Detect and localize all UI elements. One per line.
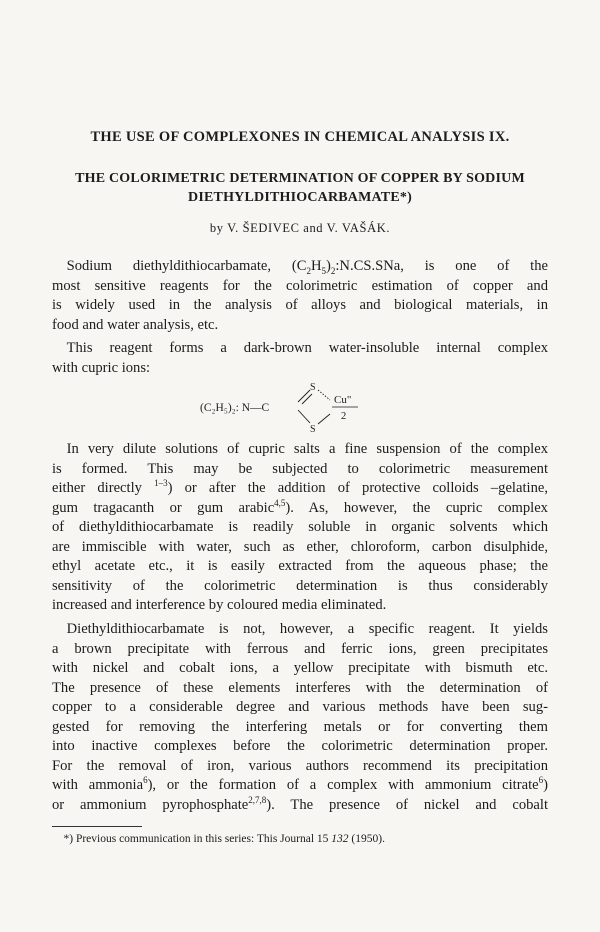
series-title: THE USE OF COMPLEXONES IN CHEMICAL ANALYSIS IX.: [90, 129, 510, 145]
formula-sulfur-bottom: S: [310, 424, 316, 435]
paragraph-3-line: are immiscible with water, such as ether, chloroform, carbon disulphide,: [52, 538, 548, 555]
formula-bond-lower: [298, 410, 310, 423]
formula-denominator: 2: [341, 411, 347, 422]
byline-by: by: [209, 221, 224, 235]
paragraph-2-line: This reagent forms a dark-brown water-insoluble internal complex: [66, 340, 548, 356]
paragraph-3: [52, 440, 548, 616]
paragraph-4-line: a brown precipitate with ferrous and ferric ions, green precipitates: [52, 640, 548, 657]
formula-coord-upper: [318, 390, 330, 400]
paragraph-1-line: is widely used in the analysis of alloys and biological materials, in: [52, 297, 548, 313]
paragraph-3-line: sensitivity of the colorimetric determination is thus considerably: [52, 577, 548, 594]
paper-title-line-2: DIETHYLDITHIOCARBAMATE*): [188, 190, 412, 205]
paragraph-1-line: food and water analysis, etc.: [52, 316, 219, 333]
formula-bond-upper: [298, 390, 310, 402]
paragraph-4-line: gested for removing the interfering metals or for converting them: [52, 718, 548, 735]
paragraph-2: [52, 339, 548, 378]
paragraph-3-line: of diethyldithiocarbamate is readily soluble in organic solvents which: [52, 519, 548, 535]
formula-double-bond: [302, 394, 312, 404]
paragraph-4-line: or ammonium pyrophosphate$^{2,7,8}$). The presence of nickel and cobalt: [52, 794, 548, 813]
paragraph-4: [52, 620, 548, 815]
paragraph-3-line: gum tragacanth or gum arabic$^{4,5}$). As, however, the cupric complex: [52, 497, 548, 516]
paragraph-3-line: is formed. This may be subjected to colorimetric measurement: [52, 460, 548, 477]
author-2: V. VAŠÁK.: [326, 221, 391, 235]
formula-left-group: (C₂H₅)₂: N—C: [200, 402, 270, 414]
author-1: V. ŠEDIVEC: [227, 221, 300, 235]
paragraph-2-line: with cupric ions:: [52, 359, 151, 376]
byline: [40, 221, 560, 236]
formula-copper: Cu": [334, 394, 352, 406]
byline-and: and: [303, 221, 324, 235]
formula-coord-lower: [318, 414, 330, 424]
paragraph-4-line: copper to a considerable degree and various methods have been sug-: [52, 699, 548, 715]
formula-diagram: [200, 380, 400, 436]
paragraph-3-line: In very dilute solutions of cupric salts a fine suspension of the complex: [66, 441, 548, 457]
paragraph-3-line: either directly $^{1-3}$) or after the addition of protective colloids –gelatine,: [52, 478, 548, 496]
paragraph-1: [52, 257, 548, 335]
paper-title-line-1: THE COLORIMETRIC DETERMINATION OF COPPER BY SODIUM: [75, 171, 525, 186]
paragraph-4-line: The presence of these elements interferes with the determination of: [52, 679, 548, 696]
paragraph-4-line: into inactive complexes before the colorimetric determination proper.: [52, 738, 548, 754]
footnote-divider: [52, 826, 142, 827]
paragraph-3-line: increased and interference by coloured media eliminated.: [52, 597, 387, 613]
paper-title: [40, 169, 560, 207]
paragraph-1-line: Sodium diethyldithiocarbamate, $(C_2H_5)_2:N.CS.SNa$, is one of the: [66, 258, 548, 276]
chemical-formula: [200, 380, 400, 436]
paragraph-4-line: with ammonia$^6$), or the formation of a complex with ammonium citrate$^6$): [52, 775, 548, 793]
formula-sulfur-top: S: [310, 382, 316, 393]
paragraph-3-line: ethyl acetate etc., it is easily extracted from the aqueous phase; the: [52, 558, 548, 574]
paragraph-4-line: Diethyldithiocarbamate is not, however, a specific reagent. It yields: [66, 621, 548, 637]
paragraph-4-line: For the removal of iron, various authors recommend its precipitation: [52, 757, 548, 774]
paragraph-4-line: with nickel and cobalt ions, a yellow precipitate with bismuth etc.: [52, 660, 548, 676]
paragraph-1-line: most sensitive reagents for the colorimetric estimation of copper and: [52, 277, 548, 294]
footnote: *) Previous communication in this series: This Journal 15 132 (1950).: [63, 833, 385, 845]
